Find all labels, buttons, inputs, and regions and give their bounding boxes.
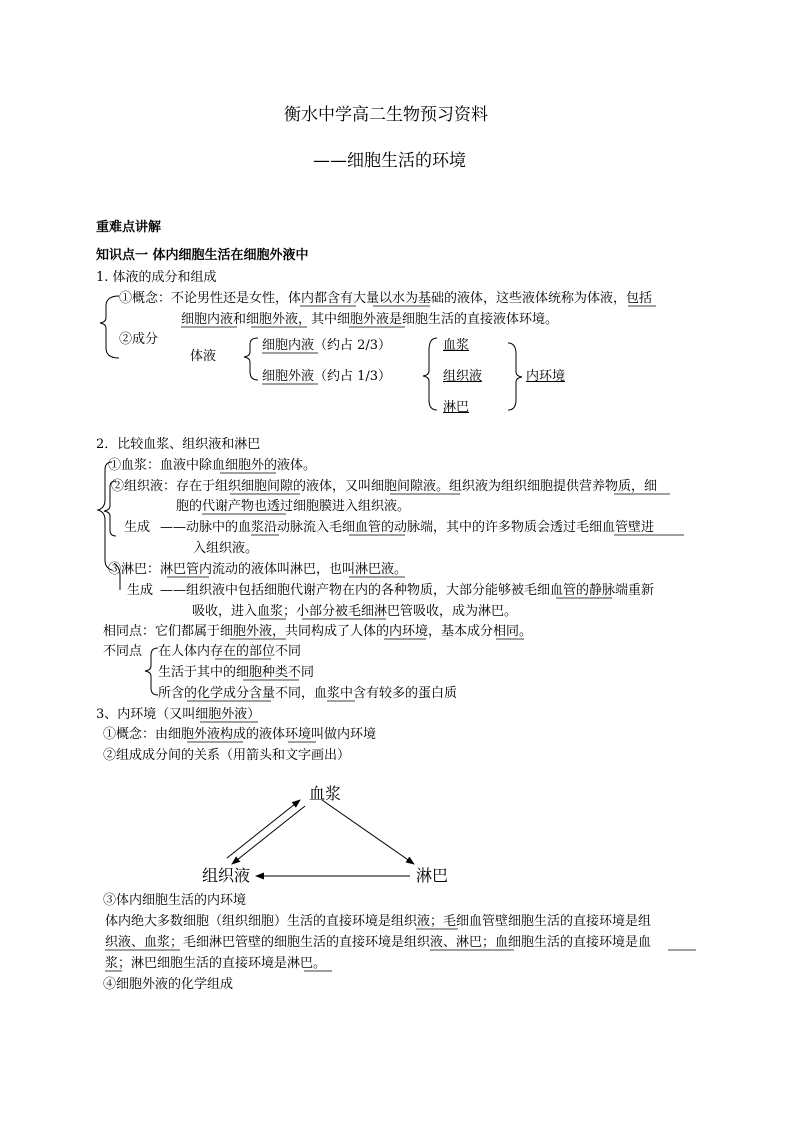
s3-env-title: ③体内细胞生活的内环境 [103,893,247,908]
s2-same: 相同点：它们都属于细胞外液，共同构成了人体的内环境，基本成分相同。 [103,624,533,639]
brace-diff [145,648,158,695]
diagram-plasma: 血浆 [309,784,342,803]
extracellular-label: 细胞外液（约占 1/3） [262,369,392,384]
s3-env-line1: 体内绝大多数细胞（组织细胞）生活的直接环境是组织液；毛细血管壁细胞生活的直接环境是组 [105,914,652,929]
plasma-label: 血浆 [443,338,470,353]
s2-gen2-line2: 吸收，进入血浆；小部分被毛细淋巴管吸收，成为淋巴。 [192,604,518,619]
s2-gen2-label: 生成 [127,583,154,598]
page-subtitle: ——细胞生活的环境 [313,151,466,171]
s1-composition-label: ②成分 [119,332,159,347]
s2-gen2-line1: ——组织液中包括细胞代谢产物在内的各种物质，大部分能够被毛细血管的静脉端重新 [160,583,655,598]
brace-lymph-gen [114,563,120,590]
s3-concept: ①概念：由细胞外液构成的液体环境叫做内环境 [103,727,377,742]
s2-gen1-line2: 入组织液。 [193,541,259,556]
s2-diff-label: 不同点 [103,644,143,659]
s2-diff-2: 生活于其中的细胞种类不同 [158,665,315,680]
s1-concept-line1: ①概念：不论男性还是女性，体内都含有大量以水为基础的液体，这些液体统称为体液，包括 [119,291,653,306]
s3-heading: 3、内环境（又叫细胞外液） [96,707,261,722]
s2-tissue-line1: ②组织液：存在于组织细胞间隙的液体，又叫细胞间隙液。组织液为组织细胞提供营养物质，细 [111,479,658,494]
brace-s1-main [100,296,119,358]
s2-gen1-line1: ——动脉中的血浆沿动脉流入毛细血管的动脉端，其中的许多物质会透过毛细血管壁进 [160,520,655,535]
s2-lymph-line: ③淋巴：淋巴管内流动的液体叫淋巴，也叫淋巴液。 [108,562,408,577]
internal-env-label: 内环境 [526,369,566,384]
s1-concept-line2: 细胞内液和细胞外液，其中细胞外液是细胞生活的直接液体环境。 [181,312,559,327]
brace-extracellular [423,338,437,410]
arrow-tissue-to-lymph [322,800,414,864]
s2-tissue-line2: 胞的代谢产物也透过细胞膜进入组织液。 [176,499,411,514]
s3-env-line3: 浆；淋巴细胞生活的直接环境是淋巴。 [105,956,327,971]
page-title: 衡水中学高二生物预习资料 [284,105,488,125]
s3-env-line2: 织液、血浆；毛细淋巴管壁的细胞生活的直接环境是组织液、淋巴；血细胞生活的直接环境是血 [105,935,652,950]
body-fluid-label: 体液 [190,349,217,364]
arrow-tissue-to-plasma [227,800,300,858]
tissue-fluid-label: 组织液 [443,369,483,384]
section-heading: 重难点讲解 [96,220,162,235]
point1-heading: 知识点一 体内细胞生活在细胞外液中 [96,248,309,263]
s1-heading: 1. 体液的成分和组成 [96,270,217,285]
brace-tissue [104,481,116,536]
intracellular-label: 细胞内液（约占 2/3） [262,338,392,353]
arrow-plasma-to-tissue [232,806,305,864]
s2-gen1-label: 生成 [124,520,151,535]
s2-plasma-line: ①血浆：血液中除血细胞外的液体。 [108,458,317,473]
s3-chem: ④细胞外液的化学组成 [103,977,234,992]
diagram-tissue-fluid: 组织液 [202,866,251,885]
diagram-lymph: 淋巴 [416,866,449,885]
brace-body-fluid [244,338,258,380]
s2-diff-1: 在人体内存在的部位不同 [158,644,302,659]
lymph-label: 淋巴 [443,400,470,415]
s2-diff-3: 所含的化学成分含量不同，血浆中含有较多的蛋白质 [158,686,458,701]
s2-heading: 2．比较血浆、组织液和淋巴 [96,437,261,452]
s3-relation: ②组成成分间的关系（用箭头和文字画出） [103,748,351,763]
brace-internal-env [508,343,522,410]
